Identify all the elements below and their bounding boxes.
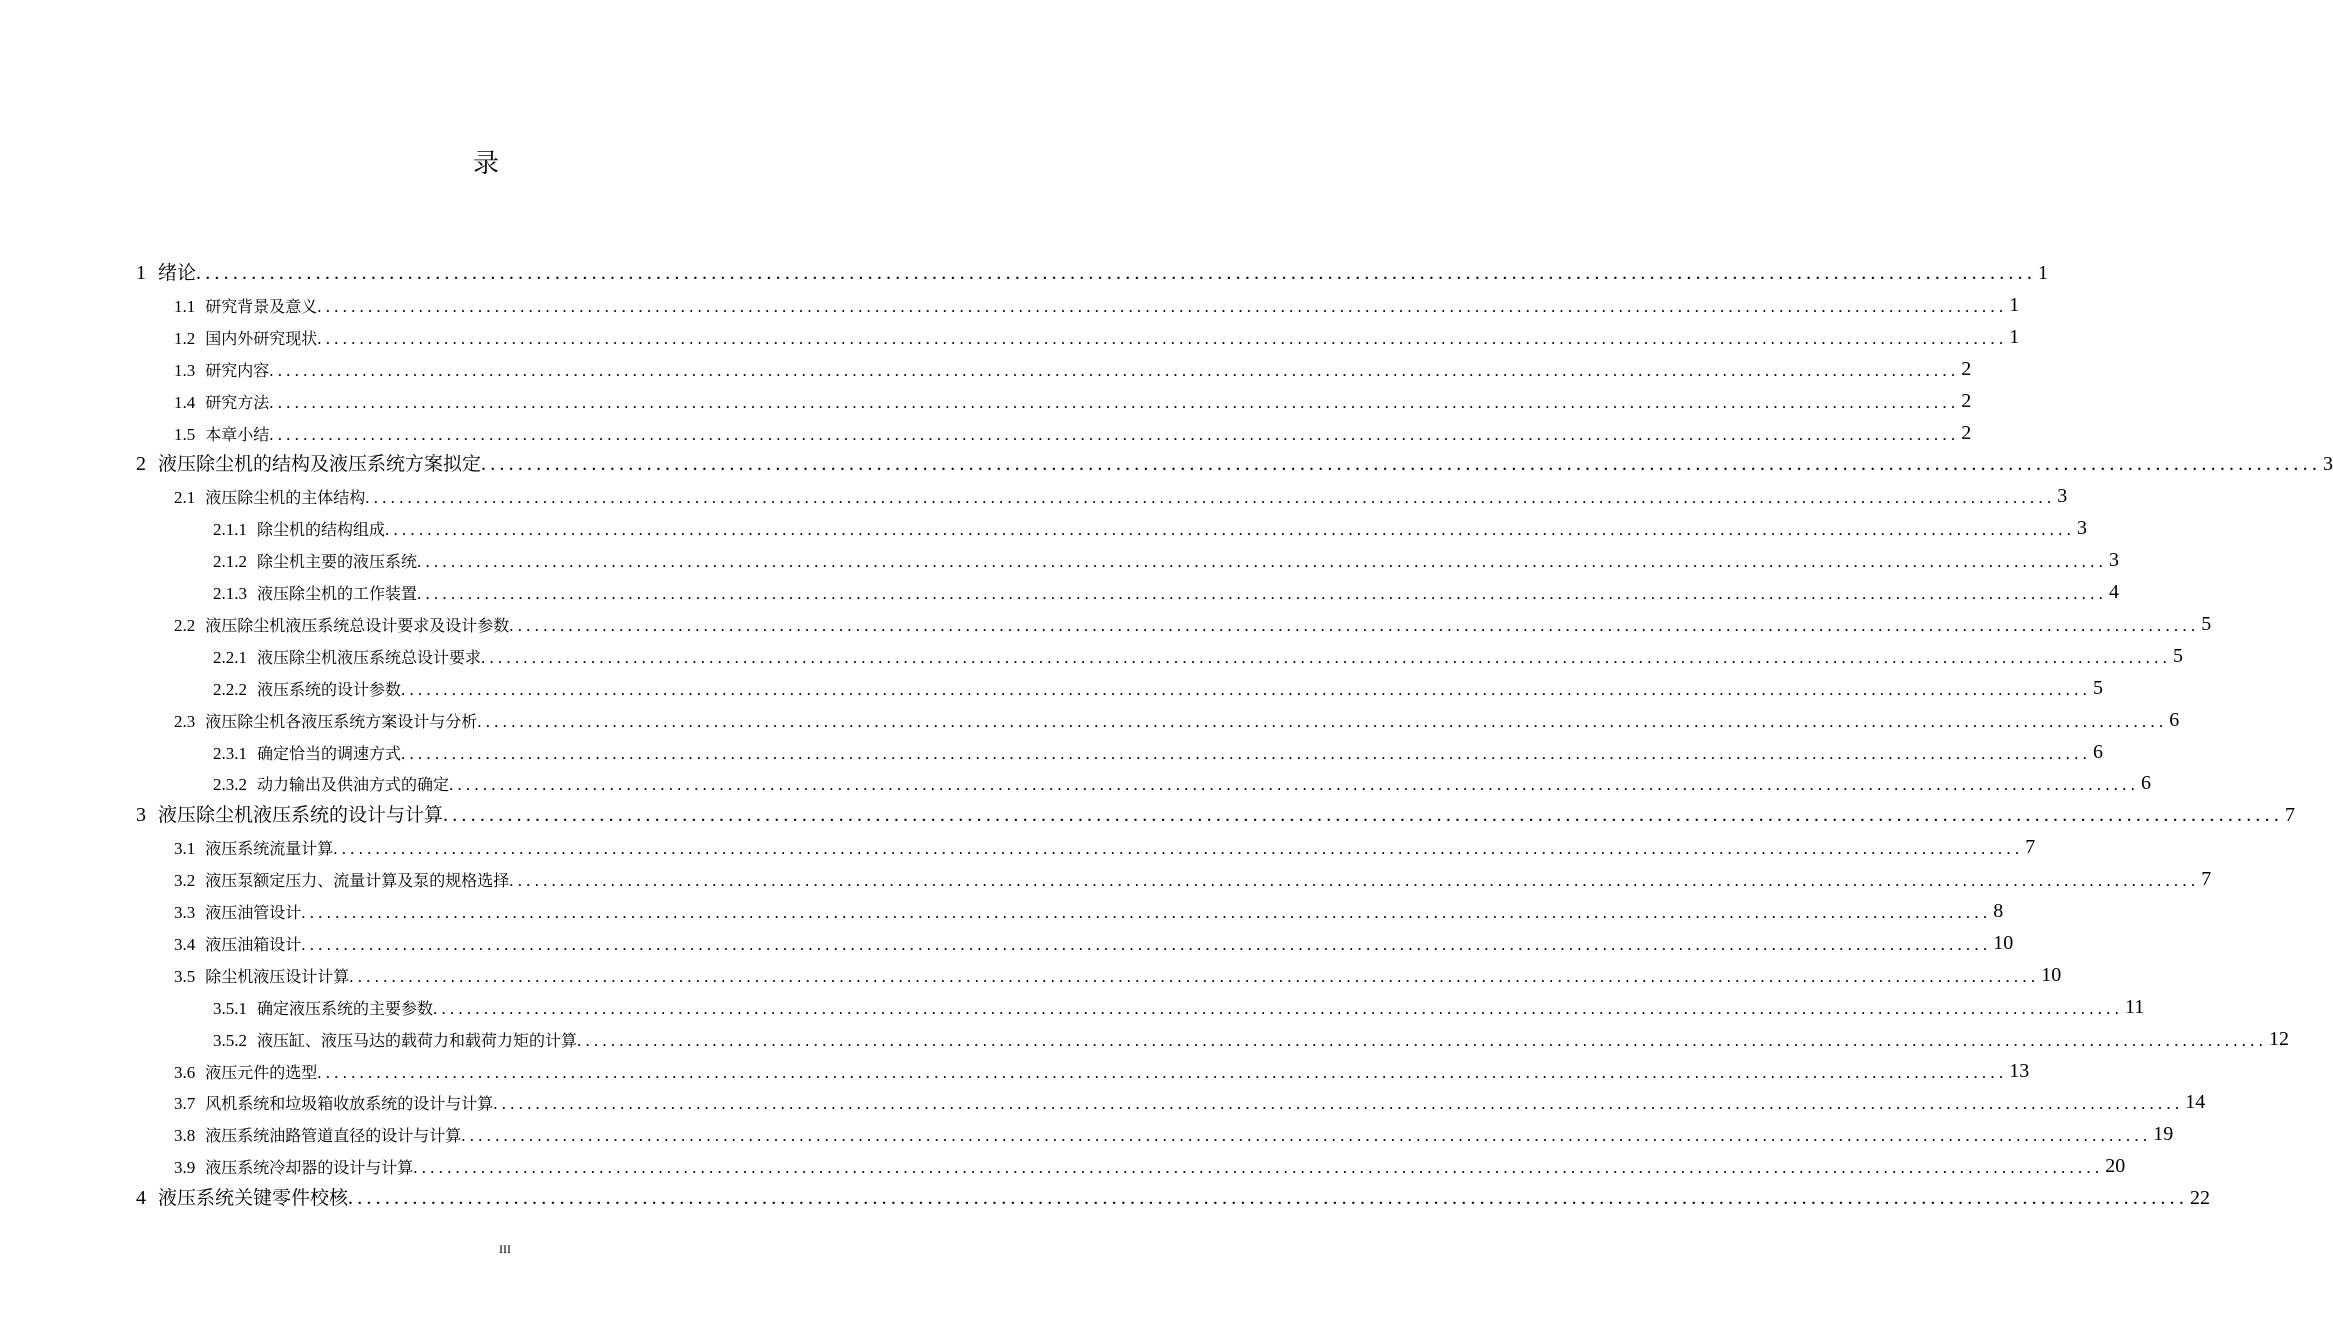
toc-entry-title: 液压除尘机的结构及液压系统方案拟定 (158, 453, 482, 476)
toc-entry-page: 7 (2025, 836, 2036, 859)
toc-entry-number: 3.5.1 (213, 998, 247, 1018)
toc-leader-dots: ........................................................................................................................................................................................................ (269, 392, 1960, 412)
toc-entry-page: 5 (2201, 612, 2212, 635)
toc-entry-number: 2.1.1 (213, 520, 247, 540)
toc-leader-dots: ........................................................................................................................................................................................................ (401, 743, 2092, 763)
toc-entry-title: 液压除尘机的工作装置 (257, 584, 418, 603)
toc-entry-number: 1.3 (174, 360, 196, 380)
toc-entry-number: 3.5 (174, 966, 196, 986)
toc-entry-number: 1.2 (174, 328, 196, 348)
toc-entry[interactable] (0, 1114, 2174, 1146)
toc-leader-dots: ........................................................................................................................................................................................................ (196, 262, 2037, 284)
toc-entry-page: 3 (2323, 453, 2333, 476)
toc-entry[interactable] (0, 827, 2036, 859)
toc-entry[interactable] (0, 1051, 2030, 1083)
toc-entry[interactable] (0, 636, 2184, 668)
toc-entry[interactable] (0, 923, 2014, 955)
toc-entry-number: 2.3.2 (213, 775, 247, 795)
toc-leader-dots: ........................................................................................................................................................................................................ (301, 903, 1992, 922)
toc-entry-page: 4 (2109, 581, 2120, 603)
toc-entry[interactable] (0, 700, 2180, 732)
toc-entry-page: 2 (1961, 421, 1972, 444)
toc-entry-page: 11 (2125, 995, 2145, 1018)
toc-entry-number: 1.5 (174, 424, 196, 444)
toc-entry-number: 1.1 (174, 296, 196, 316)
toc-entry[interactable] (0, 476, 2068, 508)
toc-entry[interactable] (0, 732, 2104, 764)
toc-entry-title: 液压泵额定压力、流量计算及泵的规格选择 (205, 871, 510, 891)
toc-entry-number: 2.2.2 (213, 679, 247, 699)
page-title: 录 (472, 149, 499, 179)
footer-page-number: III (499, 1242, 511, 1256)
toc-entry[interactable] (0, 795, 2296, 827)
toc-entry[interactable] (0, 668, 2104, 700)
toc-leader-dots: ........................................................................................................................................................................................................ (385, 520, 2076, 540)
toc-entry[interactable] (0, 1019, 2290, 1051)
toc-entry-page: 7 (2201, 868, 2212, 891)
toc-entry-title: 风机系统和垃圾箱收放系统的设计与计算 (205, 1094, 494, 1114)
toc-entry[interactable] (0, 1178, 2211, 1210)
toc-entry-title: 确定液压系统的主要参数 (257, 998, 434, 1018)
toc-entry-title: 液压系统油路管道直径的设计与计算 (205, 1126, 462, 1146)
toc-entry-title: 液压元件的选型 (205, 1062, 318, 1082)
toc-entry-title: 液压系统冷却器的设计与计算 (205, 1158, 414, 1178)
toc-entry-number: 3.8 (174, 1126, 196, 1146)
toc-leader-dots: ........................................................................................................................................................................................................ (481, 453, 2322, 476)
toc-entry-title: 动力输出及供油方式的确定 (257, 775, 450, 795)
toc-entry-title: 液压除尘机的主体结构 (205, 488, 366, 508)
toc-entry[interactable] (0, 604, 2212, 636)
toc-leader-dots: ........................................................................................................................................................................................................ (577, 1030, 2268, 1050)
toc-entry-number: 3.3 (174, 903, 196, 922)
toc-entry-title: 液压系统流量计算 (205, 839, 334, 859)
toc-entry-page: 2 (1961, 357, 1972, 380)
toc-entry-page: 12 (2269, 1027, 2290, 1050)
toc-leader-dots: ........................................................................................................................................................................................................ (461, 1126, 2152, 1146)
toc-entry-title: 液压除尘机液压系统的设计与计算 (158, 804, 444, 827)
toc-entry-page: 10 (2041, 963, 2062, 986)
toc-entry-page: 2 (1961, 389, 1972, 412)
toc-entry-title: 绪论 (158, 262, 197, 284)
toc-entry-title: 国内外研究现状 (205, 328, 318, 348)
toc-entry[interactable] (0, 253, 2049, 285)
toc-entry-page: 3 (2057, 485, 2068, 508)
toc-leader-dots: ........................................................................................................................................................................................................ (348, 1187, 2189, 1210)
toc-entry-number: 1 (136, 262, 146, 284)
toc-entry-number: 3.6 (174, 1062, 196, 1082)
toc-entry-page: 6 (2141, 772, 2152, 795)
toc-entry-page: 20 (2105, 1155, 2126, 1178)
toc-entry-number: 4 (136, 1187, 146, 1210)
toc-entry[interactable] (0, 285, 2020, 317)
toc-entry-number: 2.2.1 (213, 647, 247, 667)
toc-entry[interactable] (0, 1146, 2126, 1178)
toc-entry[interactable] (0, 859, 2212, 891)
toc-entry-title: 研究方法 (205, 392, 270, 412)
toc-entry-title: 液压系统的设计参数 (257, 679, 402, 699)
toc-leader-dots: ........................................................................................................................................................................................................ (443, 804, 2284, 827)
toc-entry[interactable] (0, 508, 2088, 540)
toc-entry-title: 液压除尘机液压系统总设计要求 (257, 647, 482, 667)
toc-leader-dots: ........................................................................................................................................................................................................ (317, 296, 2008, 316)
toc-entry[interactable] (0, 444, 2333, 476)
toc-entry-title: 本章小结 (205, 424, 270, 444)
toc-entry-number: 3.7 (174, 1094, 196, 1114)
toc-entry-page: 10 (1993, 931, 2014, 954)
toc-leader-dots: ........................................................................................................................................................................................................ (317, 328, 2008, 348)
toc-entry[interactable] (0, 381, 1972, 413)
toc-leader-dots: ........................................................................................................................................................................................................ (333, 839, 2024, 859)
toc-entry-number: 2 (136, 453, 146, 476)
toc-leader-dots: ........................................................................................................................................................................................................ (417, 584, 2108, 603)
toc-entry-number: 3.5.2 (213, 1030, 247, 1050)
toc-entry[interactable] (0, 763, 2152, 795)
toc-entry-page: 5 (2173, 644, 2184, 667)
toc-entry-title: 除尘机的结构组成 (257, 520, 386, 540)
toc-leader-dots: ........................................................................................................................................................................................................ (509, 871, 2200, 891)
toc-entry-title: 研究内容 (205, 360, 270, 380)
toc-entry-page: 1 (2038, 262, 2049, 284)
toc-leader-dots: ........................................................................................................................................................................................................ (349, 966, 2040, 986)
toc-leader-dots: ........................................................................................................................................................................................................ (449, 775, 2140, 795)
toc-entry-title: 确定恰当的调速方式 (257, 743, 402, 763)
toc-entry-page: 8 (1993, 900, 2004, 922)
toc-entry-number: 3.9 (174, 1158, 196, 1178)
toc-entry-title: 液压系统关键零件校核 (158, 1187, 349, 1210)
toc-leader-dots: ........................................................................................................................................................................................................ (493, 1094, 2184, 1114)
toc-entry-number: 2.3.1 (213, 743, 247, 763)
toc-entry-title: 除尘机液压设计计算 (205, 966, 350, 986)
toc-leader-dots: ........................................................................................................................................................................................................ (417, 552, 2108, 572)
toc-leader-dots: ........................................................................................................................................................................................................ (481, 647, 2172, 667)
toc-entry-page: 7 (2285, 804, 2296, 827)
toc-entry-page: 1 (2009, 293, 2020, 316)
toc-entry-number: 1.4 (174, 392, 196, 412)
toc-entry-page: 3 (2109, 549, 2120, 572)
toc-entry[interactable] (0, 891, 2004, 923)
toc-entry-number: 3.1 (174, 839, 196, 859)
toc-leader-dots: ........................................................................................................................................................................................................ (433, 998, 2124, 1018)
toc-leader-dots: ........................................................................................................................................................................................................ (401, 679, 2092, 699)
toc-entry-page: 13 (2009, 1059, 2030, 1082)
toc-entry-title: 液压缸、液压马达的载荷力和载荷力矩的计算 (257, 1030, 578, 1050)
toc-leader-dots: ........................................................................................................................................................................................................ (269, 360, 1960, 380)
toc-entry-title: 研究背景及意义 (205, 296, 318, 316)
toc-leader-dots: ........................................................................................................................................................................................................ (269, 424, 1960, 444)
toc-leader-dots: ........................................................................................................................................................................................................ (477, 711, 2168, 731)
toc-entry-title: 液压油箱设计 (205, 934, 302, 954)
toc-entry[interactable] (0, 1082, 2206, 1114)
toc-entry-page: 6 (2093, 740, 2104, 763)
toc-entry-page: 1 (2009, 325, 2020, 348)
toc-entry-title: 液压除尘机各液压系统方案设计与分析 (205, 711, 478, 731)
toc-entry-page: 22 (2190, 1187, 2211, 1210)
toc-leader-dots: ........................................................................................................................................................................................................ (509, 615, 2200, 635)
toc-entry[interactable] (0, 349, 1972, 381)
toc-entry-number: 2.3 (174, 711, 196, 731)
toc-entry-number: 2.1.3 (213, 584, 247, 603)
toc-entry-page: 19 (2153, 1123, 2174, 1146)
toc-entry[interactable] (0, 413, 1972, 445)
toc-entry-number: 2.2 (174, 615, 196, 635)
toc-entry-title: 液压油管设计 (205, 903, 302, 922)
toc-entry-number: 2.1.2 (213, 552, 247, 572)
toc-entry-title: 液压除尘机液压系统总设计要求及设计参数 (205, 615, 510, 635)
toc-leader-dots: ........................................................................................................................................................................................................ (365, 488, 2056, 508)
toc-entry-number: 2.1 (174, 488, 196, 508)
toc-entry-page: 3 (2077, 517, 2088, 540)
toc-entry[interactable] (0, 955, 2062, 987)
toc-entry-page: 14 (2185, 1091, 2206, 1114)
toc-entry-title: 除尘机主要的液压系统 (257, 552, 418, 572)
toc-entry-page: 6 (2169, 708, 2180, 731)
toc-entry[interactable] (0, 987, 2145, 1019)
toc-leader-dots: ........................................................................................................................................................................................................ (301, 934, 1992, 954)
toc-entry[interactable] (0, 540, 2120, 572)
toc-entry-number: 3.2 (174, 871, 196, 891)
toc-entry-page: 5 (2093, 676, 2104, 699)
toc-leader-dots: ........................................................................................................................................................................................................ (413, 1158, 2104, 1178)
toc-entry[interactable] (0, 317, 2020, 349)
toc-entry-number: 3 (136, 804, 146, 827)
toc-entry-number: 3.4 (174, 934, 196, 954)
toc-leader-dots: ........................................................................................................................................................................................................ (317, 1062, 2008, 1082)
toc-entry[interactable] (0, 572, 2120, 604)
